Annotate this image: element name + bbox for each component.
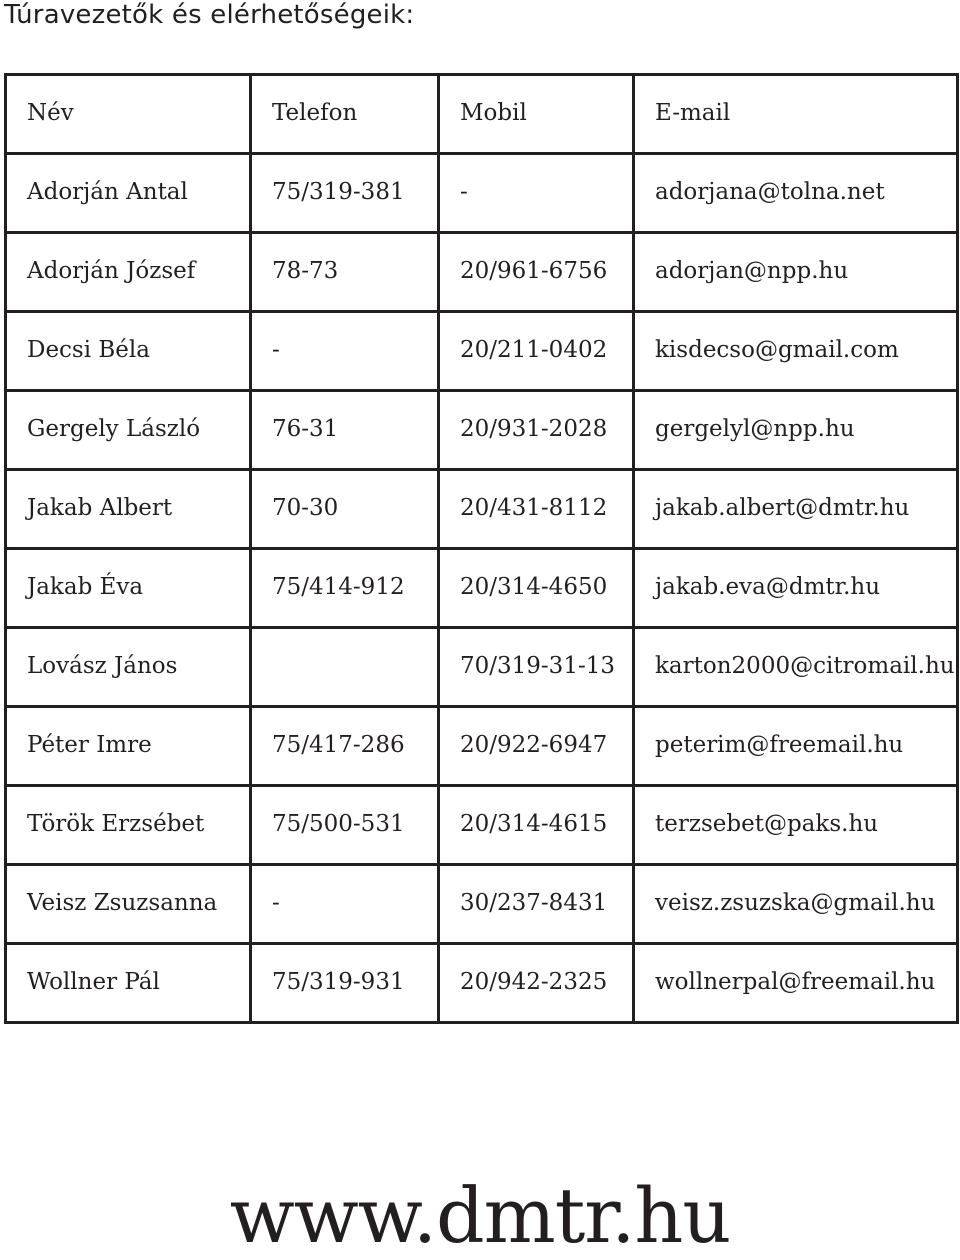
cell-email: gergelyl@npp.hu <box>634 391 958 470</box>
table-row <box>6 628 958 707</box>
cell-name: Wollner Pál <box>6 944 251 1023</box>
table-row <box>6 470 958 549</box>
cell-email: wollnerpal@freemail.hu <box>634 944 958 1023</box>
cell-email: veisz.zsuzska@gmail.hu <box>634 865 958 944</box>
cell-email: jakab.albert@dmtr.hu <box>634 470 958 549</box>
cell-mobile: - <box>439 154 634 233</box>
table-row <box>6 786 958 865</box>
cell-email: karton2000@citromail.hu <box>634 628 958 707</box>
table-row <box>6 707 958 786</box>
cell-phone: - <box>251 312 439 391</box>
header-phone: Telefon <box>251 75 439 154</box>
cell-mobile: 20/431-8112 <box>439 470 634 549</box>
cell-name: Adorján József <box>6 233 251 312</box>
table-row <box>6 312 958 391</box>
page-title: Túravezetők és elérhetőségeik: <box>4 0 415 30</box>
cell-email: peterim@freemail.hu <box>634 707 958 786</box>
table-header-row <box>6 75 958 154</box>
cell-phone: 75/319-381 <box>251 154 439 233</box>
cell-email: jakab.eva@dmtr.hu <box>634 549 958 628</box>
table-row <box>6 549 958 628</box>
cell-name: Péter Imre <box>6 707 251 786</box>
cell-name: Török Erzsébet <box>6 786 251 865</box>
header-email: E-mail <box>634 75 958 154</box>
cell-phone: 76-31 <box>251 391 439 470</box>
cell-mobile: 70/319-31-13 <box>439 628 634 707</box>
cell-name: Gergely László <box>6 391 251 470</box>
cell-mobile: 20/314-4615 <box>439 786 634 865</box>
contacts-table <box>4 73 959 1024</box>
cell-phone: - <box>251 865 439 944</box>
cell-phone: 75/500-531 <box>251 786 439 865</box>
cell-name: Veisz Zsuzsanna <box>6 865 251 944</box>
cell-phone: 75/414-912 <box>251 549 439 628</box>
cell-email: terzsebet@paks.hu <box>634 786 958 865</box>
cell-mobile: 30/237-8431 <box>439 865 634 944</box>
cell-name: Jakab Éva <box>6 549 251 628</box>
cell-name: Jakab Albert <box>6 470 251 549</box>
cell-email: adorjana@tolna.net <box>634 154 958 233</box>
table-row <box>6 865 958 944</box>
cell-mobile: 20/211-0402 <box>439 312 634 391</box>
cell-mobile: 20/314-4650 <box>439 549 634 628</box>
cell-name: Decsi Béla <box>6 312 251 391</box>
header-name: Név <box>6 75 251 154</box>
table-row <box>6 154 958 233</box>
footer-website-url: www.dmtr.hu <box>229 1171 731 1260</box>
cell-mobile: 20/922-6947 <box>439 707 634 786</box>
table-row <box>6 233 958 312</box>
header-mobile: Mobil <box>439 75 634 154</box>
cell-phone: 78-73 <box>251 233 439 312</box>
cell-phone: 75/417-286 <box>251 707 439 786</box>
cell-mobile: 20/942-2325 <box>439 944 634 1023</box>
cell-email: adorjan@npp.hu <box>634 233 958 312</box>
cell-email: kisdecso@gmail.com <box>634 312 958 391</box>
table-row <box>6 944 958 1023</box>
cell-phone: 75/319-931 <box>251 944 439 1023</box>
cell-mobile: 20/931-2028 <box>439 391 634 470</box>
table-row <box>6 391 958 470</box>
cell-name: Lovász János <box>6 628 251 707</box>
cell-mobile: 20/961-6756 <box>439 233 634 312</box>
cell-phone <box>251 628 439 707</box>
cell-name: Adorján Antal <box>6 154 251 233</box>
cell-phone: 70-30 <box>251 470 439 549</box>
